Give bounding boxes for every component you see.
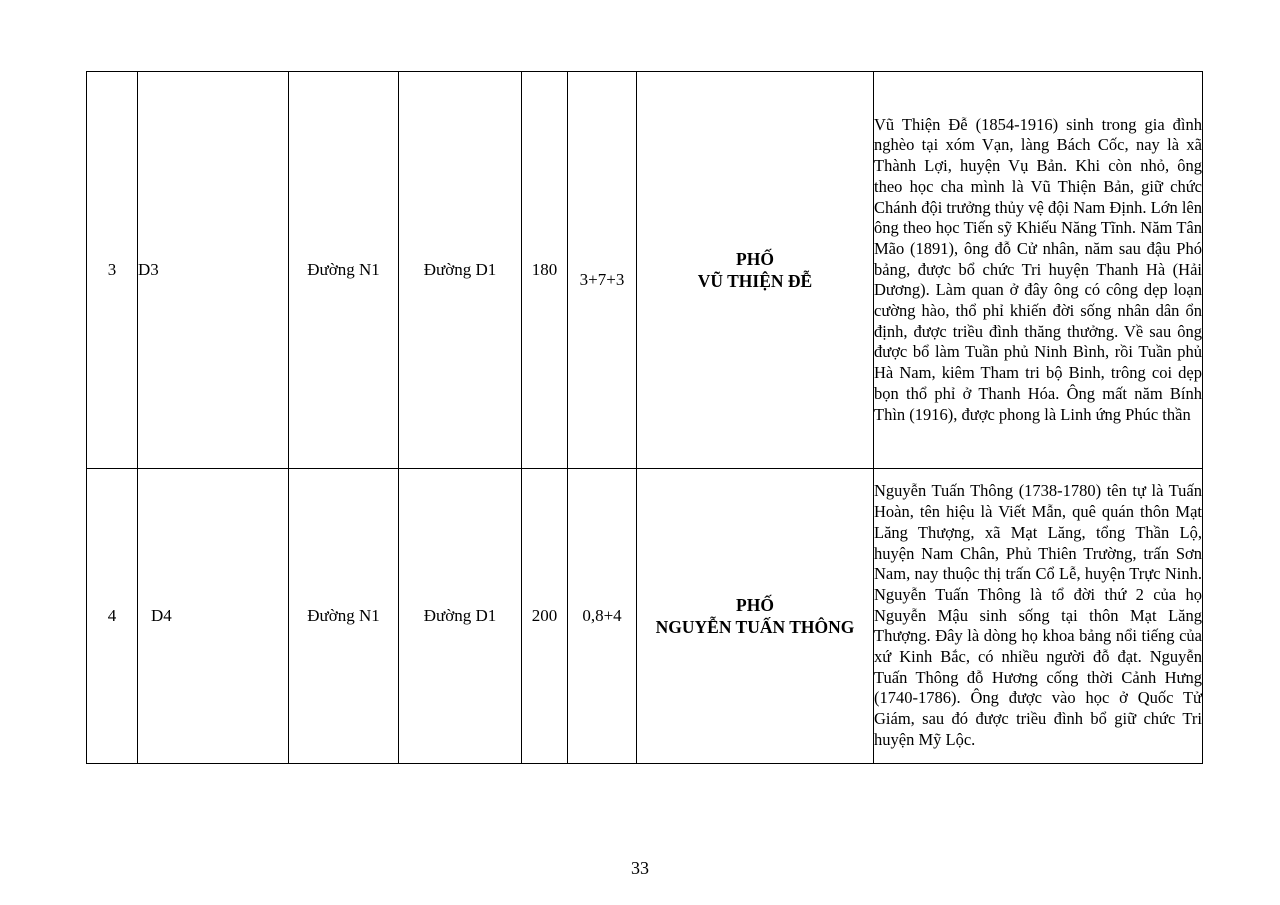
- street-type: PHỐ: [736, 595, 774, 615]
- street-name: VŨ THIỆN ĐỄ: [697, 271, 813, 291]
- table-row: [87, 469, 1203, 764]
- row-number: 3: [87, 72, 138, 469]
- page-number: 33: [631, 858, 649, 878]
- table-row: [87, 72, 1203, 469]
- street-length: 200: [522, 469, 568, 764]
- street-width: 0,8+4: [568, 469, 637, 764]
- row-number: 4: [87, 469, 138, 764]
- street-length: 180: [522, 72, 568, 469]
- street-type: PHỐ: [736, 249, 774, 269]
- end-point: Đường D1: [399, 72, 522, 469]
- street-title: [637, 469, 874, 764]
- street-naming-table: [86, 71, 1203, 764]
- street-description: Vũ Thiện Đễ (1854-1916) sinh trong gia đình nghèo tại xóm Vạn, làng Bách Cốc, nay là xã Thành Lợi, huyện Vụ Bản. Khi còn nhỏ, ông theo học cha mình là Vũ Thiện Bản, giữ chức Chánh đội trưởng thủy vệ đội Nam Định. Lớn lên ông theo học Tiến sỹ Khiếu Năng Tĩnh. Năm Tân Mão (1891), ông đỗ Cử nhân, năm sau đậu Phó bảng, được bổ chức Tri huyện Thanh Hà (Hải Dương). Làm quan ở đây ông có công dẹp loạn cường hào, thổ phỉ khiến đời sống nhân dân ổn định, được triều đình thăng thưởng. Về sau ông được bổ làm Tuần phủ Ninh Bình, rồi Tuần phủ Hà Nam, kiêm Tham tri bộ Binh, trông coi dẹp bọn thổ phỉ ở Thanh Hóa. Ông mất năm Bính Thìn (1916), được phong là Linh ứng Phúc thần: [874, 72, 1203, 469]
- street-width: 3+7+3: [568, 72, 637, 469]
- street-description: Nguyễn Tuấn Thông (1738-1780) tên tự là Tuấn Hoàn, tên hiệu là Viết Mẫn, quê quán thôn Mạt Lăng Thượng, xã Mạt Lăng, tổng Thần Lộ, huyện Nam Chân, Phủ Thiên Trường, trấn Sơn Nam, nay thuộc thị trấn Cổ Lễ, huyện Trực Ninh. Nguyễn Tuấn Thông là tổ đời thứ 2 của họ Nguyễn Mậu sinh sống tại thôn Mạt Lăng Thượng. Đây là dòng họ khoa bảng nổi tiếng của xứ Kinh Bắc, có nhiều người đỗ đạt. Nguyễn Tuấn Thông đỗ Hương cống thời Cảnh Hưng (1740-1786). Ông được vào học ở Quốc Tử Giám, sau đó được triều đình bổ giữ chức Tri huyện Mỹ Lộc.: [874, 469, 1203, 764]
- start-point: Đường N1: [289, 72, 399, 469]
- start-point: Đường N1: [289, 469, 399, 764]
- street-code: D3: [138, 72, 289, 469]
- street-title: [637, 72, 874, 469]
- street-code: D4: [138, 469, 289, 764]
- end-point: Đường D1: [399, 469, 522, 764]
- street-name: NGUYỄN TUẤN THÔNG: [655, 617, 855, 637]
